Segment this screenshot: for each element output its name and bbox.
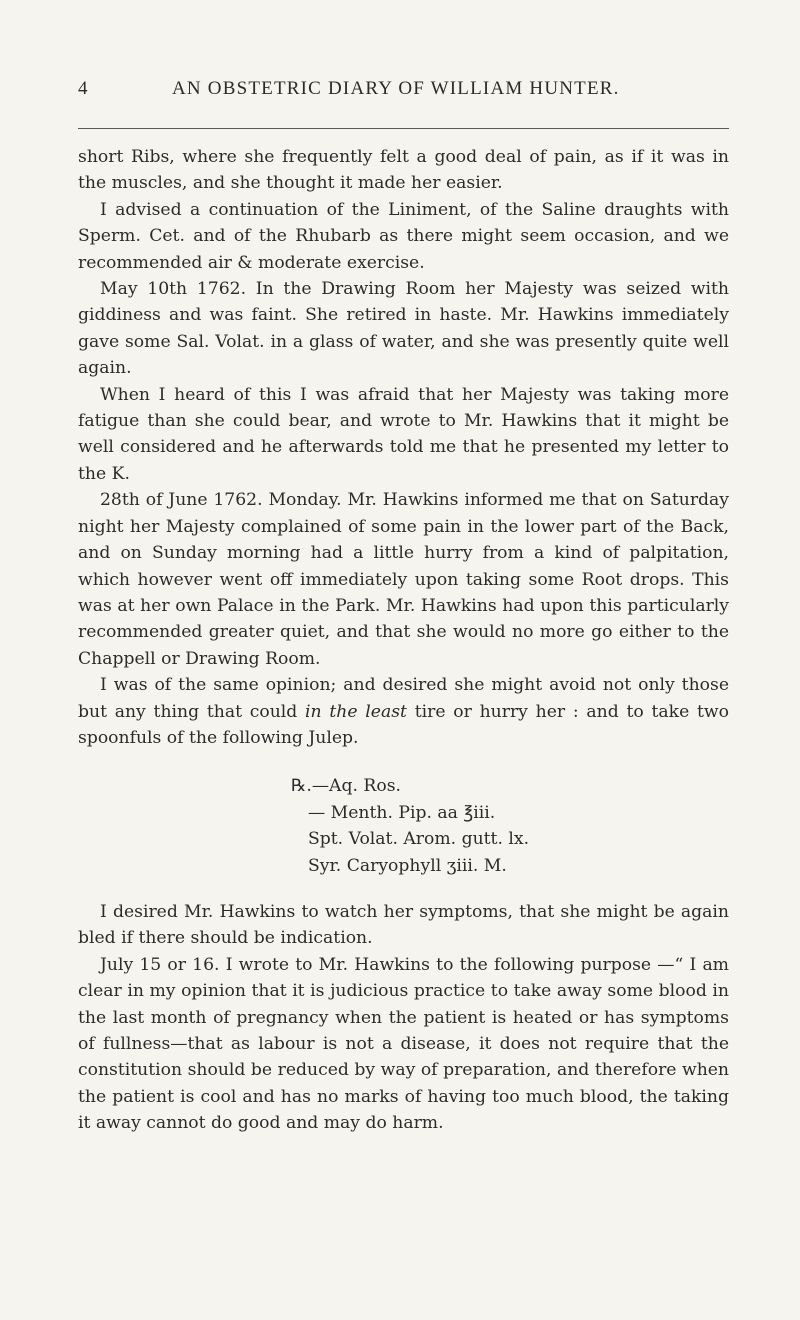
- paragraph: I advised a continuation of the Liniment, of the Saline draughts with Sperm. Cet. and of the Rhubarb as there might seem occasion, and we recommended air & moderate exercise.: [78, 199, 729, 273]
- paragraph: I desired Mr. Hawkins to watch her symptoms, that she might be again bled if there should be indication.: [78, 901, 729, 949]
- prescription-block: [78, 773, 729, 879]
- emphasis-text: in the least: [305, 701, 407, 722]
- page-header: [78, 78, 728, 108]
- paragraph-text: I was of the same opinion; and desired she might avoid not only those but any thing that could: [78, 675, 729, 722]
- prescription-line: — Menth. Pip. aa ℥iii.: [308, 802, 496, 823]
- page-number: 4: [78, 78, 88, 99]
- page-body: [78, 144, 729, 1137]
- paragraph-text: tire or hurry her : and to take two spoonfuls of the following Julep.: [78, 701, 729, 748]
- prescription-line: ℞.—Aq. Ros.: [291, 776, 401, 797]
- paragraph: 28th of June 1762. Monday. Mr. Hawkins informed me that on Saturday night her Majesty complained of some pain in the lower part of the Back, and on Sunday morning had a little hurry from a kind of palpitation, which however went off immediately upon taking some Root drops. This was at her own Palace in the Park. Mr. Hawkins had upon this particularly recommended greater quiet, and that she would no more go either to the Chappell or Drawing Room.: [78, 490, 729, 669]
- paragraph: July 15 or 16. I wrote to Mr. Hawkins to the following purpose —“ I am clear in my opinion that it is judicious practice to take away some blood in the last month of pregnancy when the patient is heated or has symptoms of fullness—that as labour is not a disease, it does not require that the constitution should be reduced by way of preparation, and therefore when the patient is cool and has no marks of having too much blood, the taking it away cannot do good and may do harm.: [78, 954, 729, 1134]
- paragraph: May 10th 1762. In the Drawing Room her Majesty was seized with giddiness and was faint. She retired in haste. Mr. Hawkins immediately gave some Sal. Volat. in a glass of water, and she was presently quite well again.: [78, 279, 729, 379]
- paragraph: [78, 672, 729, 751]
- header-rule: [78, 128, 729, 129]
- prescription-line: Syr. Caryophyll ʒiii. M.: [308, 855, 507, 876]
- paragraph: short Ribs, where she frequently felt a good deal of pain, as if it was in the muscles, and she thought it made her easier.: [78, 147, 729, 194]
- paragraph: When I heard of this I was afraid that her Majesty was taking more fatigue than she could bear, and wrote to Mr. Hawkins that it might be well considered and he afterwards told me that he presented my letter to the K.: [78, 384, 729, 484]
- running-title: AN OBSTETRIC DIARY OF WILLIAM HUNTER.: [172, 78, 620, 99]
- prescription-line: Spt. Volat. Arom. gutt. lx.: [308, 829, 530, 850]
